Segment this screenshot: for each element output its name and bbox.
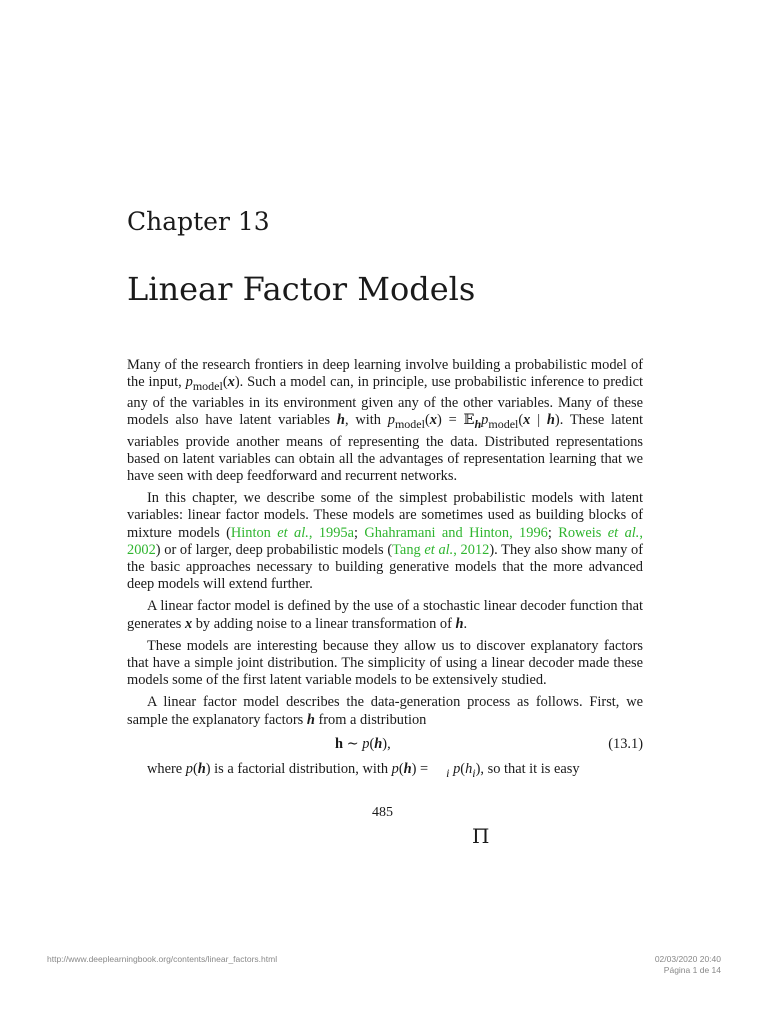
paragraph-definition: A linear factor model is defined by the use of a stochastic linear decoder function that generates x by adding noise to a linear transformation of h. <box>127 598 643 632</box>
paragraph-linear-factor-models: In this chapter, we describe some of the simplest probabilistic models with latent variables: linear factor models. These models are sometimes used as building blocks of mixture models (Hinton et al., 1995a; Ghahramani and Hinton, 1996; Roweis et al., 2002) or of larger, deep probabilistic models (Tang et al., 2012). They also show many of the basic approaches necessary to building generative models that the more advanced deep models will extend further. <box>127 490 643 593</box>
paragraph-motivation: These models are interesting because they allow us to discover explanatory factors that have a simple joint distribution. The simplicity of using a linear decoder made these models some of the first latent variable models to be extensively studied. <box>127 637 643 689</box>
citation-roweis-2002[interactable]: Roweis et al., 2002 <box>127 524 643 558</box>
paragraph-intro: Many of the research frontiers in deep learning involve building a probabilistic model of the input, $p_{model}(x)$. Such a model can, in principle, use probabilistic inference to predict any of the variables in its environment given any of the other variables. Many of these models also have latent variables h, with $p_{model}(x)$ = $𝔼_hp_{model}(x$ | h). These latent variables provide another means of representing the data. Distributed representations based on latent variables can obtain all the advantages of representation learning that we have seen with deep feedforward and recurrent networks. <box>127 357 644 484</box>
product-symbol: Π <box>472 824 490 848</box>
paragraph-generation-process: A linear factor model describes the data-generation process as follows. First, we sample the explanatory factors h from a distribution <box>127 694 643 728</box>
paragraph-factorial: where p(h) is a factorial distribution, with p(h) = $_i$ $p(h_i)$, so that it is easy <box>147 760 580 780</box>
footer-datetime: 02/03/2020 20:40 <box>654 954 721 964</box>
chapter-label: Chapter 13 <box>127 207 270 236</box>
citation-hinton-1995a[interactable]: Hinton et al., 1995a <box>230 524 355 541</box>
citation-tang-2012[interactable]: Tang et al., 2012 <box>392 541 490 558</box>
footer-page-count: Página 1 de 14 <box>663 965 721 975</box>
footer-print-info <box>655 954 721 976</box>
equation-number: (13.1) <box>608 735 643 752</box>
chapter-title: Linear Factor Models <box>127 270 476 308</box>
citation-ghahramani-hinton-1996[interactable]: Ghahramani and Hinton, 1996 <box>364 524 548 541</box>
footer-url-link[interactable]: http://www.deeplearningbook.org/contents/linear_factors.html <box>47 954 278 964</box>
page-number: 485 <box>372 805 393 820</box>
equation-body: h ∼ p(h), <box>335 735 391 752</box>
equation-13-1 <box>127 731 643 761</box>
chapter-body <box>127 357 643 787</box>
